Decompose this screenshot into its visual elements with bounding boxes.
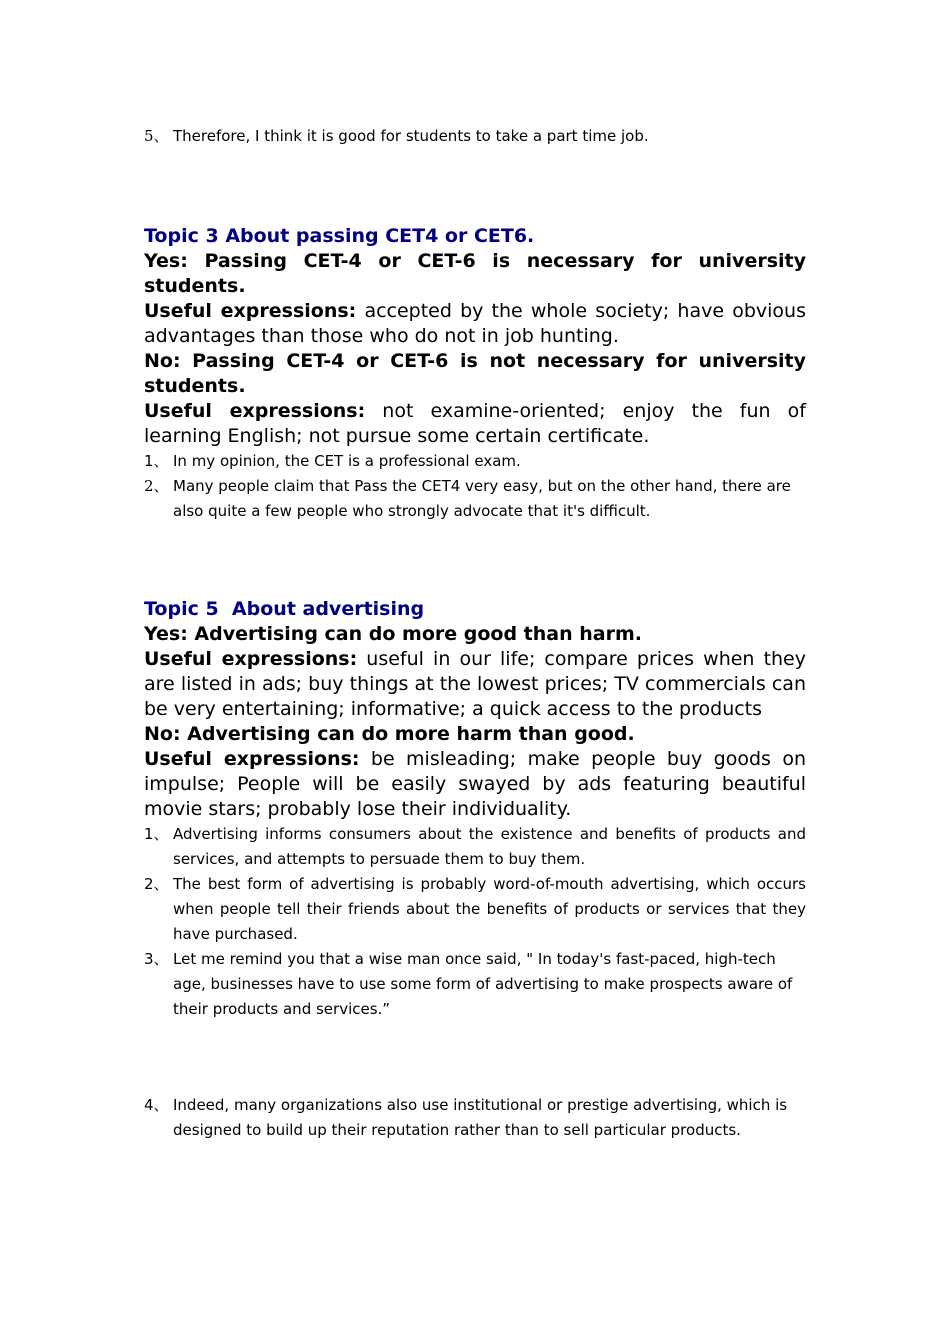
useful-expressions-label: Useful expressions: <box>144 400 366 422</box>
useful-expressions-label: Useful expressions: <box>144 748 360 770</box>
topic-3-yes-statement: Yes: Passing CET-4 or CET-6 is necessary for university students. <box>144 250 806 297</box>
list-number: 5、 <box>144 127 169 145</box>
list-item <box>144 474 806 524</box>
list-text: Many people claim that Pass the CET4 very easy, but on the other hand, there are also quite a few people who strongly advocate that it's difficult. <box>173 477 791 520</box>
list-number: 1、 <box>144 825 169 843</box>
topic-5-no-expressions <box>144 747 806 822</box>
list-text: Advertising informs consumers about the existence and benefits of products and services, and attempts to persuade them to buy them. <box>173 825 806 868</box>
topic-5-no-statement: No: Advertising can do more harm than good. <box>144 723 635 745</box>
topic-3-title: Topic 3 About passing CET4 or CET6. <box>144 225 535 247</box>
list-text: Let me remind you that a wise man once said, " In today's fast-paced, high-tech age, businesses have to use some form of advertising to make prospects aware of their products and services.” <box>173 950 793 1018</box>
list-item <box>144 872 806 947</box>
expressions-text: accepted by the whole society; have obvious advantages than those who do not in job hunting. <box>144 300 806 347</box>
list-text: Therefore, I think it is good for students to take a part time job. <box>173 127 649 145</box>
topic-3-yes-expressions <box>144 299 806 349</box>
list-text: Indeed, many organizations also use institutional or prestige advertising, which is designed to build up their reputation rather than to sell particular products. <box>173 1096 788 1139</box>
topic-5-title: Topic 5 About advertising <box>144 598 425 620</box>
list-item <box>144 124 835 149</box>
list-text: The best form of advertising is probably word-of-mouth advertising, which occurs when people tell their friends about the benefits of products or services that they have purchased. <box>173 875 806 943</box>
useful-expressions-label: Useful expressions: <box>144 300 357 322</box>
topic-5-section <box>144 597 806 1022</box>
topic-5-yes-statement: Yes: Advertising can do more good than harm. <box>144 623 642 645</box>
topic-5-yes-expressions <box>144 647 806 722</box>
useful-expressions-label: Useful expressions: <box>144 648 358 670</box>
topic-3-section <box>144 224 806 524</box>
list-number: 3、 <box>144 950 169 968</box>
list-number: 2、 <box>144 875 169 893</box>
list-item <box>144 822 806 872</box>
list-item <box>144 947 806 1022</box>
list-item <box>144 449 806 474</box>
list-number: 2、 <box>144 477 169 495</box>
topic-3-no-statement: No: Passing CET-4 or CET-6 is not necessary for university students. <box>144 350 806 397</box>
expressions-text: not examine-oriented; enjoy the fun of learning English; not pursue some certain certificate. <box>144 400 806 447</box>
list-text: In my opinion, the CET is a professional exam. <box>173 452 521 470</box>
list-item <box>144 1093 835 1143</box>
list-number: 1、 <box>144 452 169 470</box>
topic-3-no-expressions <box>144 399 806 449</box>
expressions-text: be misleading; make people buy goods on impulse; People will be easily swayed by ads featuring beautiful movie stars; probably lose their individuality. <box>144 748 806 820</box>
list-number: 4、 <box>144 1096 169 1114</box>
expressions-text: useful in our life; compare prices when they are listed in ads; buy things at the lowest prices; TV commercials can be very entertaining; informative; a quick access to the products <box>144 648 806 720</box>
